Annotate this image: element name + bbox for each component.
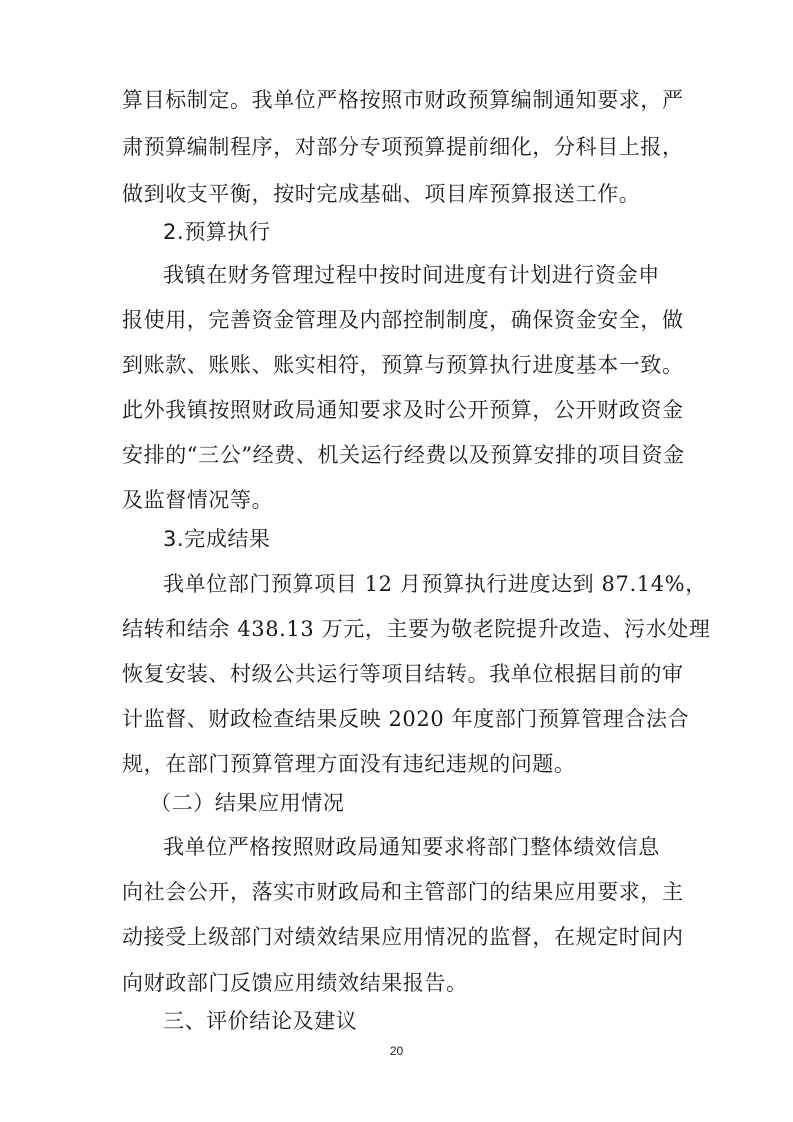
- paragraph-line: 向社会公开，落实市财政局和主管部门的结果应用要求，主: [122, 880, 684, 904]
- section-heading: 3.完成结果: [163, 527, 271, 551]
- paragraph-line: 恢复安装、村级公共运行等项目结转。我单位根据目前的审: [122, 662, 684, 686]
- paragraph-line: 规，在部门预算管理方面没有违纪违规的问题。: [122, 752, 576, 776]
- subsection-heading: （二）结果应用情况: [150, 791, 345, 815]
- paragraph-line: 我镇在财务管理过程中按时间进度有计划进行资金申: [163, 263, 660, 287]
- paragraph-line: 我单位部门预算项目 12 月预算执行进度达到 87.14%，: [163, 572, 707, 596]
- paragraph-line: 向财政部门反馈应用绩效结果报告。: [122, 971, 468, 995]
- paragraph-line: 算目标制定。我单位严格按照市财政预算编制通知要求，严: [122, 88, 684, 112]
- paragraph-line: 安排的“三公”经费、机关运行经费以及预算安排的项目资金: [122, 443, 685, 467]
- chapter-heading: 三、评价结论及建议: [163, 1009, 358, 1033]
- paragraph-line: 计监督、财政检查结果反映 2020 年度部门预算管理合法合: [122, 707, 690, 731]
- paragraph-line: 此外我镇按照财政局通知要求及时公开预算，公开财政资金: [122, 398, 684, 422]
- section-heading: 2.预算执行: [163, 220, 271, 244]
- paragraph-line: 报使用，完善资金管理及内部控制制度，确保资金安全，做: [122, 308, 684, 332]
- paragraph-line: 到账款、账账、账实相符，预算与预算执行进度基本一致。: [122, 353, 684, 377]
- paragraph-line: 肃预算编制程序，对部分专项预算提前细化，分科目上报，: [122, 135, 684, 159]
- paragraph-line: 结转和结余 438.13 万元，主要为敬老院提升改造、污水处理: [122, 617, 711, 641]
- paragraph-line: 及监督情况等。: [122, 488, 274, 512]
- page-number: 20: [389, 1044, 404, 1058]
- paragraph-line: 动接受上级部门对绩效结果应用情况的监督，在规定时间内: [122, 925, 684, 949]
- paragraph-line: 做到收支平衡，按时完成基础、项目库预算报送工作。: [122, 182, 641, 206]
- paragraph-line: 我单位严格按照财政局通知要求将部门整体绩效信息: [163, 835, 660, 859]
